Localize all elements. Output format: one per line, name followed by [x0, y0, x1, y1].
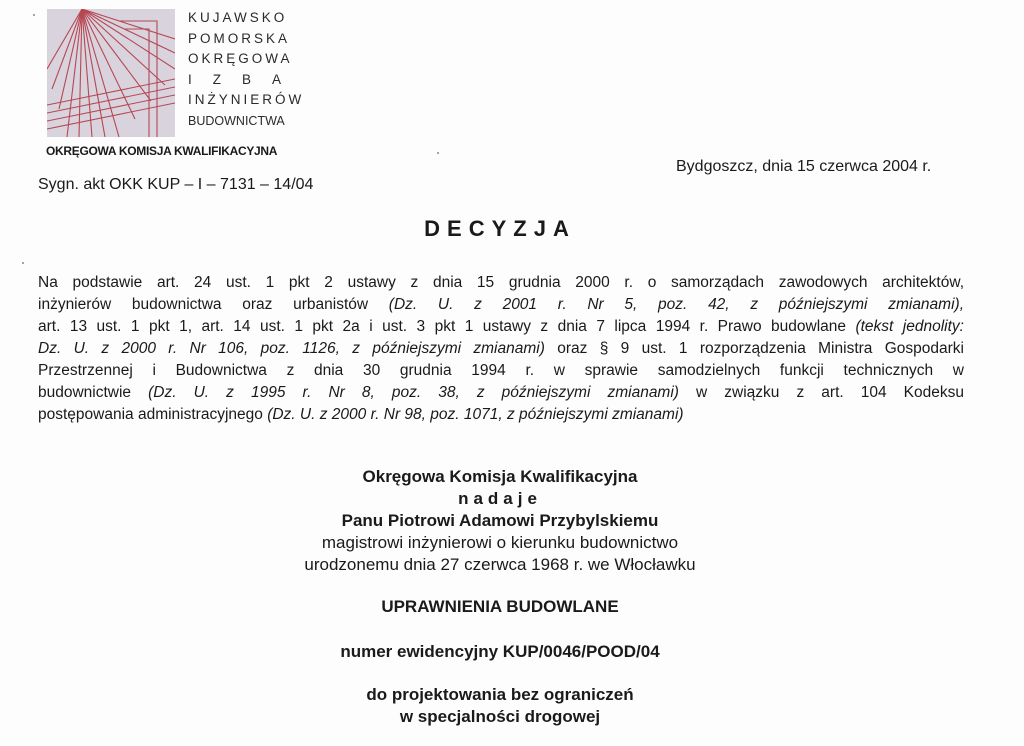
- recipient-qualification: magistrowi inżynierowi o kierunku budownictwo: [321, 533, 679, 552]
- recipient-birth: urodzonemu dnia 27 czerwca 1968 r. we Włocławku: [304, 555, 696, 574]
- logo-graphic: [47, 9, 175, 137]
- committee-name: OKRĘGOWA KOMISJA KWALIFIKACYJNA: [46, 144, 278, 158]
- chamber-logo: [47, 9, 175, 137]
- legal-text: Przestrzennej i Budownictwa z dnia 30 grudnia 1994 r. w sprawie samodzielnych funkcji technicznych w: [38, 362, 964, 379]
- permission-title: UPRAWNIENIA BUDOWLANE: [381, 597, 619, 616]
- document-date: Bydgoszcz, dnia 15 czerwca 2004 r.: [676, 158, 932, 175]
- org-line-5: INŻYNIERÓW: [188, 92, 305, 107]
- legal-text: art. 13 ust. 1 pkt 1, art. 14 ust. 1 pkt 2a i ust. 3 pkt 1 ustawy z dnia 7 lipca 1994 r. Prawo budowlane: [38, 318, 856, 335]
- scope-line-1: do projektowania bez ograniczeń: [366, 685, 634, 704]
- legal-text: inżynierów budownictwa oraz urbanistów: [38, 296, 389, 313]
- scan-speck: [437, 152, 439, 154]
- legal-citation: Dz. U. z 2000 r. Nr 106, poz. 1126, z późniejszymi zmianami): [38, 340, 545, 357]
- legal-line-1: [38, 272, 964, 294]
- legal-line-4: [38, 338, 964, 360]
- legal-text: postępowania administracyjnego: [38, 406, 268, 423]
- legal-text: w związku z art. 104 Kodeksu: [678, 384, 964, 401]
- reference-number: Sygn. akt OKK KUP – I – 7131 – 14/04: [38, 176, 314, 193]
- permission-title-block: [0, 596, 1000, 618]
- document-title: DECYZJA: [424, 216, 576, 241]
- scan-speck: [33, 14, 35, 16]
- scope-block: [0, 684, 1000, 728]
- scope-line-2: w specjalności drogowej: [399, 707, 601, 726]
- registry-number-block: [0, 641, 1000, 663]
- legal-line-3: [38, 316, 964, 338]
- org-line-4: IZBA: [188, 71, 303, 87]
- org-line-2: POMORSKA: [188, 30, 291, 46]
- legal-citation: (tekst jednolity:: [855, 318, 964, 335]
- legal-citation: (Dz. U. z 2001 r. Nr 5, poz. 42, z późniejszymi zmianami),: [388, 296, 965, 313]
- org-line-3: OKRĘGOWA: [188, 51, 293, 66]
- legal-text: budownictwie: [38, 384, 149, 401]
- legal-line-7: [38, 404, 964, 426]
- legal-line-2: [38, 294, 964, 316]
- registry-number: numer ewidencyjny KUP/0046/POOD/04: [340, 642, 660, 661]
- recipient-name: Panu Piotrowi Adamowi Przybylskiemu: [341, 511, 659, 530]
- org-line-1: KUJAWSKO: [188, 10, 288, 25]
- legal-text: oraz § 9 ust. 1 rozporządzenia Ministra Gospodarki: [544, 340, 964, 357]
- grant-verb: nadaje: [458, 489, 542, 508]
- legal-line-6: [38, 382, 964, 404]
- scan-speck: [22, 262, 24, 264]
- chamber-name: [188, 8, 304, 131]
- legal-text: Na podstawie art. 24 ust. 1 pkt 2 ustawy z dnia 15 grudnia 2000 r. o samorządach zawodowych architektów,: [38, 274, 964, 291]
- org-line-6: BUDOWNICTWA: [188, 113, 285, 128]
- grant-recipient-block: [0, 466, 1000, 576]
- granting-authority: Okręgowa Komisja Kwalifikacyjna: [362, 467, 638, 486]
- legal-line-5: [38, 360, 964, 382]
- legal-basis-paragraph: [38, 272, 964, 426]
- legal-citation: (Dz. U. z 2000 r. Nr 98, poz. 1071, z późniejszymi zmianami): [267, 406, 684, 423]
- legal-citation: (Dz. U. z 1995 r. Nr 8, poz. 38, z późniejszymi zmianami): [148, 384, 679, 401]
